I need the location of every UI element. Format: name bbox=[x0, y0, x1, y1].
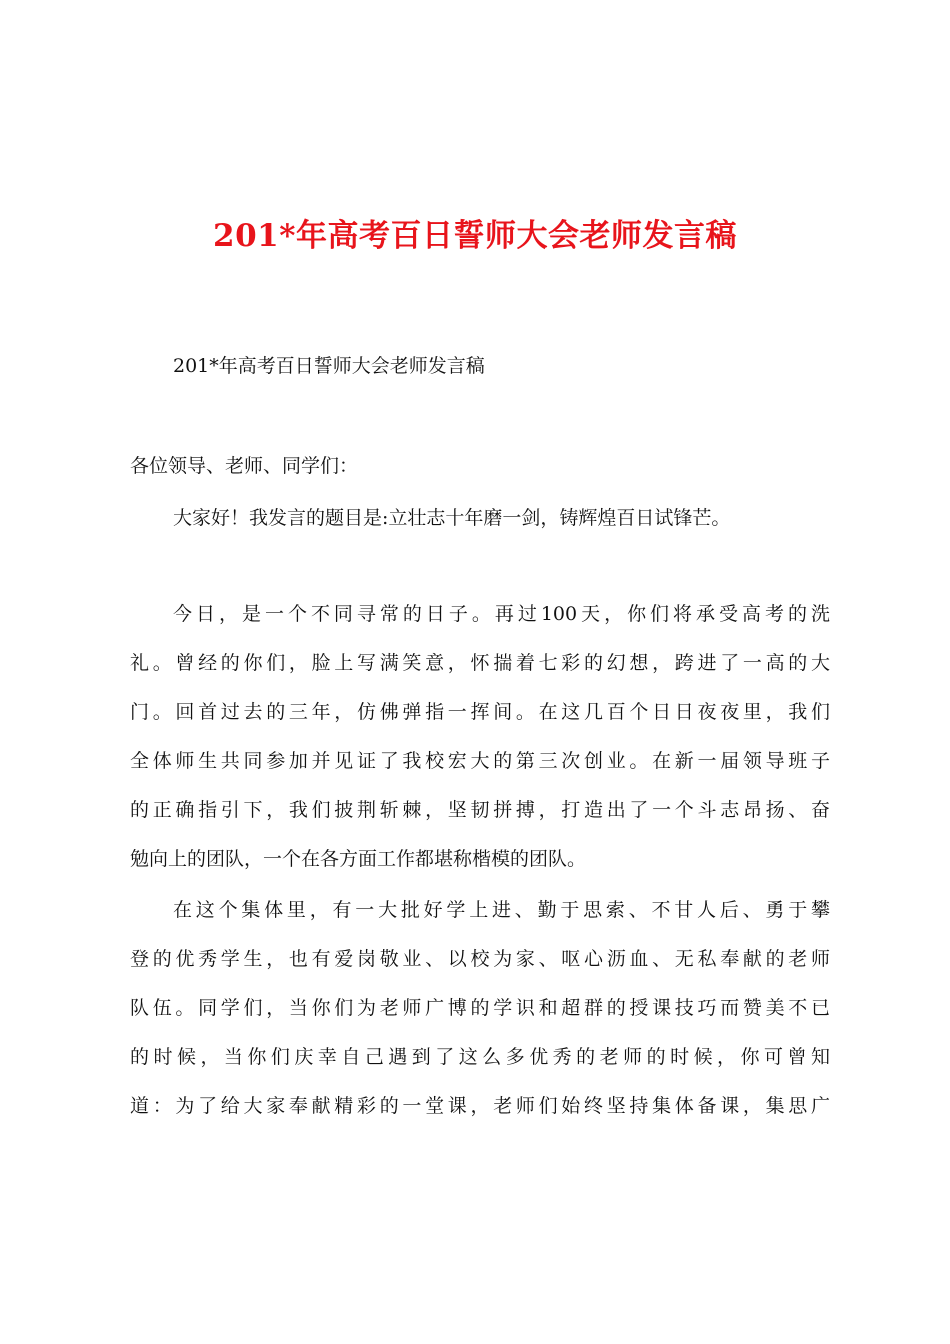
paragraph-line: 门。回首过去的三年，仿佛弹指一挥间。在这几百个日日夜夜里，我们 bbox=[130, 701, 830, 723]
paragraph-line: 的时候，当你们庆幸自己遇到了这么多优秀的老师的时候，你可曾知 bbox=[130, 1046, 830, 1068]
paragraph-line: 今日，是一个不同寻常的日子。再过100天，你们将承受高考的洗 bbox=[173, 603, 830, 625]
paragraph-line: 礼。曾经的你们，脸上写满笑意，怀揣着七彩的幻想，跨进了一高的大 bbox=[130, 652, 830, 674]
paragraph-line: 的正确指引下，我们披荆斩棘，坚韧拼搏，打造出了一个斗志昂扬、奋 bbox=[130, 799, 830, 821]
paragraph-line: 队伍。同学们，当你们为老师广博的学识和超群的授课技巧而赞美不已 bbox=[130, 997, 830, 1019]
paragraph-line: 道：为了给大家奉献精彩的一堂课，老师们始终坚持集体备课，集思广 bbox=[130, 1095, 830, 1117]
paragraph-line: 在这个集体里，有一大批好学上进、勤于思索、不甘人后、勇于攀 bbox=[173, 899, 830, 921]
document-title: 201*年高考百日誓师大会老师发言稿 bbox=[213, 218, 737, 254]
paragraph-line: 登的优秀学生，也有爱岗敬业、以校为家、呕心沥血、无私奉献的老师 bbox=[130, 948, 830, 970]
paragraph-line: 全体师生共同参加并见证了我校宏大的第三次创业。在新一届领导班子 bbox=[130, 750, 830, 772]
document-subtitle: 201*年高考百日誓师大会老师发言稿 bbox=[173, 355, 485, 377]
paragraph-line: 勉向上的团队，一个在各方面工作都堪称楷模的团队。 bbox=[130, 848, 587, 870]
greeting-line: 大家好！我发言的题目是:立壮志十年磨一剑，铸辉煌百日试锋芒。 bbox=[173, 507, 731, 529]
salutation: 各位领导、老师、同学们： bbox=[130, 455, 359, 477]
